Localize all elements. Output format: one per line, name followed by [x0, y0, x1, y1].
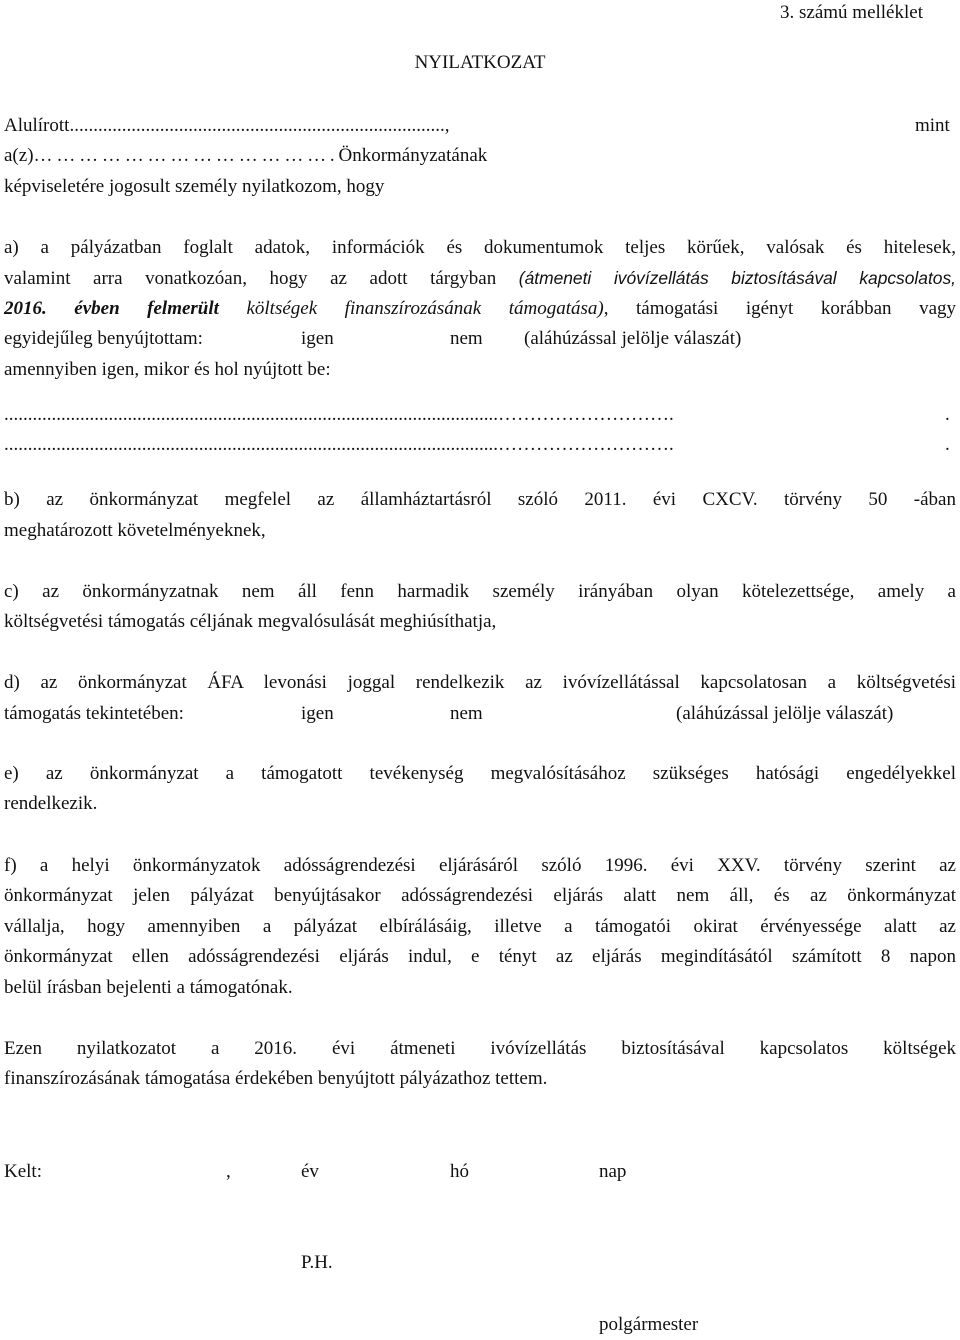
item-a-submitted-label: egyidejűleg benyújtottam: [4, 328, 203, 349]
item-a-line-2 [4, 263, 956, 294]
answer-line-2-end: . [945, 434, 950, 455]
date-label: Kelt: [4, 1161, 42, 1182]
answer-dots-2: ........................................................................................................………………………. [4, 434, 674, 455]
intro-mint: mint [915, 115, 950, 136]
item-f-line-2: önkormányzat jelen pályázat benyújtásakor adósságrendezési eljárás alatt nem áll, és az önkormányzat [4, 885, 956, 906]
item-a-when-where-label: amennyiben igen, mikor és hol nyújtott be: [4, 359, 331, 380]
item-f-line-3: vállalja, hogy amennyiben a pályázat elbírálásáig, illetve a támogatói okirat érvényessége alatt az [4, 916, 956, 937]
answer-blank-line-1[interactable] [4, 400, 956, 430]
intro-line-1 [4, 111, 449, 141]
page-title: NYILATKOZAT [414, 52, 546, 73]
closing-line-2: finanszírozásának támogatása érdekében benyújtott pályázathoz tettem. [4, 1068, 548, 1089]
item-f-line-5: belül írásban bejelenti a támogatónak. [4, 977, 293, 998]
date-day-label: nap [599, 1161, 627, 1182]
item-a-line-3 [4, 294, 956, 324]
date-month-label: hó [450, 1161, 469, 1182]
item-c-line-2: költségvetési támogatás céljának megvalósulását meghiúsíthatja, [4, 611, 497, 632]
item-d-option-yes[interactable]: igen [301, 703, 334, 724]
name-blank-dots: ..............................................................................., [69, 115, 450, 136]
item-f-line-1: f) a helyi önkormányzatok adósságrendezési eljárásáról szóló 1996. évi XXV. törvény szerint az [4, 855, 956, 876]
item-f-line-4: önkormányzat ellen adósságrendezési eljárás indul, e tényt az eljárás megindításától számított 8 napon [4, 946, 956, 967]
item-a-underline-note: (aláhúzással jelölje válaszát) [524, 328, 742, 349]
municipality-blank-dots: …………………………………. [33, 145, 339, 166]
item-a-text-tail: , támogatási igényt korábban vagy [603, 298, 957, 319]
item-a-option-no[interactable]: nem [450, 328, 483, 349]
item-a-line-1: a) a pályázatban foglalt adatok, információk és dokumentumok teljes körűek, valósak és hitelesek, [4, 237, 956, 258]
intro-line-3: képviseletére jogosult személy nyilatkozom, hogy [4, 176, 385, 197]
item-d-line-1: d) az önkormányzat ÁFA levonási joggal rendelkezik az ivóvízellátással kapcsolatosan a költségvetési [4, 672, 956, 693]
item-a-year: 2016. [4, 298, 47, 319]
stamp-placeholder: P.H. [301, 1252, 333, 1273]
answer-dots-1: ........................................................................................................………………………. [4, 404, 674, 425]
closing-line-1: Ezen nyilatkozatot a 2016. évi átmeneti ivóvízellátás biztosításával kapcsolatos költségek [4, 1038, 956, 1059]
date-comma: , [226, 1161, 231, 1182]
item-a-italic-subject: (átmeneti ivóvízellátás biztosításával kapcsolatos, [518, 268, 956, 288]
item-d-underline-note: (aláhúzással jelölje válaszát) [676, 703, 894, 724]
item-b-line-2: meghatározott követelményeknek, [4, 520, 266, 541]
item-a-text: valamint arra vonatkozóan, hogy az adott tárgyban [4, 268, 519, 289]
answer-line-1-end: . [945, 404, 950, 425]
signer-title: polgármester [599, 1314, 699, 1335]
answer-blank-line-2[interactable] [4, 430, 956, 460]
item-c-line-1: c) az önkormányzatnak nem áll fenn harmadik személy irányában olyan kötelezettsége, amely a [4, 581, 956, 602]
item-a-italic-phrase: költségek finanszírozásának támogatása) [218, 298, 604, 319]
item-b-line-1: b) az önkormányzat megfelel az államháztartásról szóló 2011. évi CXCV. törvény 50 -ában [4, 489, 956, 510]
date-year-label: év [301, 1161, 319, 1182]
intro-alulirott: Alulírott [4, 115, 70, 136]
annex-label: 3. számú melléklet [780, 2, 923, 23]
item-d-vat-label: támogatás tekintetében: [4, 703, 184, 724]
intro-az: a(z) [4, 145, 34, 166]
item-e-line-2: rendelkezik. [4, 793, 98, 814]
item-d-option-no[interactable]: nem [450, 703, 483, 724]
intro-onkormanyzat: Önkormányzatának [338, 145, 488, 166]
intro-line-2 [4, 141, 487, 171]
item-e-line-1: e) az önkormányzat a támogatott tevékenység megvalósításához szükséges hatósági engedélyekkel [4, 763, 956, 784]
item-a-bold-phrase: évben felmerült [46, 298, 219, 319]
item-a-option-yes[interactable]: igen [301, 328, 334, 349]
